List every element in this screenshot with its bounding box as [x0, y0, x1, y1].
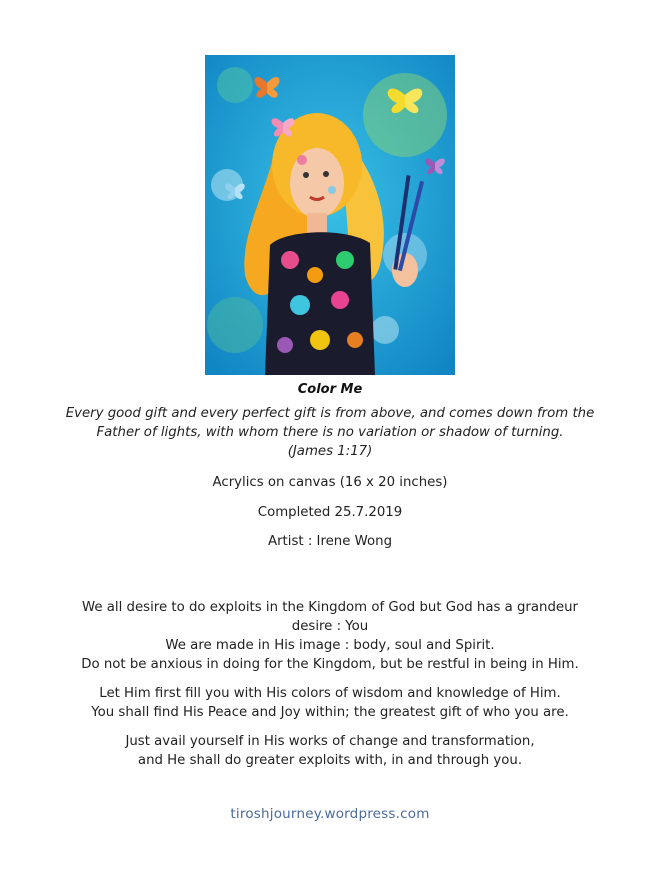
website-link[interactable]: tiroshjourney.wordpress.com — [230, 806, 430, 822]
paragraph-line: Let Him first fill you with His colors of wisdom and knowledge of Him. — [99, 686, 561, 701]
paragraph-line: We all desire to do exploits in the Kingdom of God but God has a grandeur — [82, 600, 578, 615]
verse-line: Every good gift and every perfect gift is from above, and comes down from the — [65, 406, 595, 421]
paragraph-line: desire : You — [291, 619, 369, 634]
artwork-title: Color Me — [297, 382, 363, 397]
paragraph-line: You shall find His Peace and Joy within; the greatest gift of who you are. — [91, 705, 569, 720]
paragraph-line: and He shall do greater exploits with, in and through you. — [137, 753, 523, 768]
paragraph-line: We are made in His image : body, soul and Spirit. — [165, 638, 495, 653]
reflection-paragraph-3 — [20, 732, 640, 770]
paragraph-line: Do not be anxious in doing for the Kingdom, but be restful in being in Him. — [81, 657, 579, 672]
completion-date: Completed 25.7.2019 — [257, 505, 403, 520]
reflection-paragraph-2 — [20, 684, 640, 722]
verse-reference: (James 1:17) — [287, 444, 373, 459]
scripture-verse — [20, 404, 640, 461]
reflection-paragraph-1 — [20, 598, 640, 674]
paragraph-line: Just avail yourself in His works of change and transformation, — [125, 734, 535, 749]
color-me-painting — [205, 55, 455, 375]
verse-line: Father of lights, with whom there is no variation or shadow of turning. — [96, 425, 564, 440]
artist-credit: Artist : Irene Wong — [267, 534, 393, 549]
artwork-medium: Acrylics on canvas (16 x 20 inches) — [212, 475, 448, 490]
